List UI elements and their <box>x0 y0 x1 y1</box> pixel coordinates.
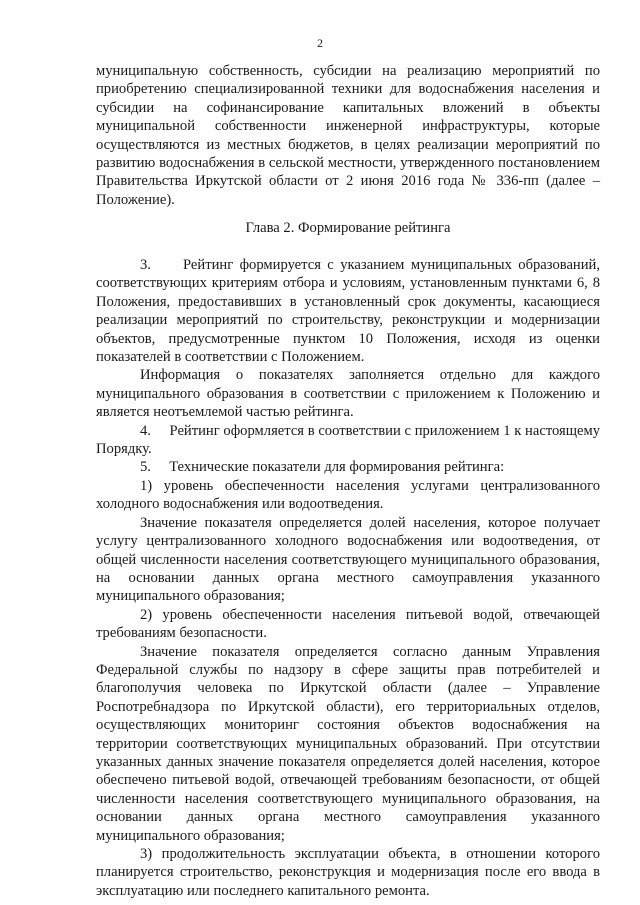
paragraph-3-rating-formation: 3. Рейтинг формируется с указанием муниципальных образований, соответствующих критериям отбора и условиям, установленным пунктами 6, 8 Положения, предоставивших в установленный срок документы, касающиеся реализации мероприятий по строительству, реконструкции и модернизации объектов, предусмотренные пунктом 10 Положения, исходя из оценки показателей в соответствии с Положением. <box>96 257 600 366</box>
chapter-title: Глава 2. Формирование рейтинга <box>245 220 451 236</box>
indicator-1-title: 1) уровень обеспеченности населения услугами централизованного холодного водоснабжения или водоотведения. <box>96 477 600 513</box>
intro-paragraph: муниципальную собственность, субсидии на реализацию мероприятий по приобретению специализированной техники для водоснабжения населения и субсидии на софинансирование капитальных вложений в объекты муниципальной собственности инженерной инфраструктуры, которые осуществляются из местных бюджетов, в целях реализации мероприятий по развитию водоснабжения в сельской местности, утвержденного постановлением Правительства Иркутской области от 2 июня 2016 года № 336-пп (далее – Положение). <box>96 63 600 208</box>
intro-paragraph-block <box>96 62 600 209</box>
body-text <box>96 256 600 900</box>
indicator-3-title: 3) продолжительность эксплуатации объекта, в отношении которого планируется строительство, реконструкция и модернизация после его ввода в эксплуатацию или последнего капитального ремонта. <box>96 846 600 899</box>
indicator-1-description: Значение показателя определяется долей населения, которое получает услугу централизованного холодного водоснабжения или водоотведения, от общей численности населения соответствующего муниципального образования, на основании данных органа местного самоуправления указанного муниципального образования; <box>96 514 600 605</box>
paragraph-4-rating-format: 4. Рейтинг оформляется в соответствии с приложением 1 к настоящему Порядку. <box>96 422 600 458</box>
paragraph-5-technical-indicators: 5. Технические показатели для формирования рейтинга: <box>140 459 505 476</box>
paragraph-indicator-information: Информация о показателях заполняется отдельно для каждого муниципального образования в соответствии с приложением к Положению и является неотъемлемой частью рейтинга. <box>96 367 600 421</box>
page-number: 2 <box>317 36 323 50</box>
indicator-2-title: 2) уровень обеспеченности населения питьевой водой, отвечающей требованиям безопасности. <box>96 606 600 642</box>
indicator-2-description: Значение показателя определяется согласно данным Управления Федеральной службы по надзору в сфере защиты прав потребителей и благополучия человека по Иркутской области (далее – Управление Роспотребнадзора по Иркутской области), его территориальных отделов, осуществляющих мониторинг состояния объектов водоснабжения на территории соответствующих муниципальных образований. При отсутствии указанных данных значение показателя определяется долей населения, которое обеспечено питьевой водой, отвечающей требованиям безопасности, от общей численности населения соответствующего муниципального образования, на основании данных органа местного самоуправления указанного муниципального образования; <box>96 643 600 844</box>
